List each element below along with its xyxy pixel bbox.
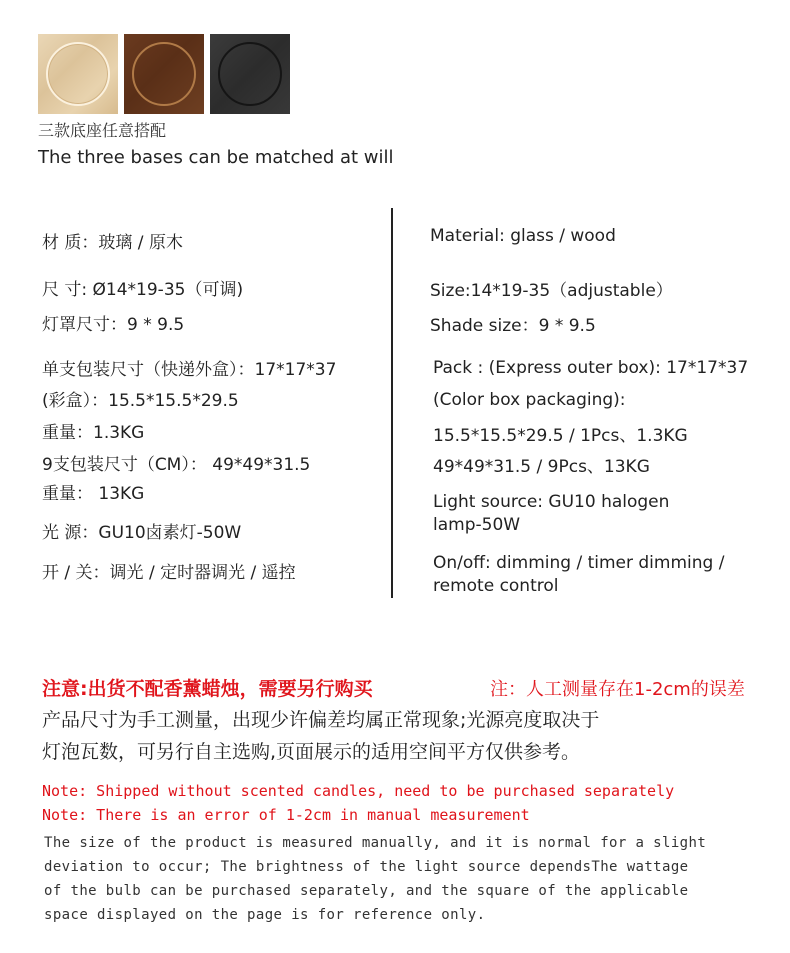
base-swatch-light-wood [38,34,118,114]
note-en-measure-error: Note: There is an error of 1-2cm in manual measurement [42,806,530,824]
note-cn-line1: 产品尺寸为手工测量，出现少许偏差均属正常现象;光源亮度取决于 [42,709,600,731]
spec-cn-pack-nine: 9支包装尺寸（CM）： 49*49*31.5 [42,455,311,475]
spec-en-size: Size:14*19-35（adjustable） [430,281,673,301]
base-swatch-black-wood [210,34,290,114]
note-en-line4: space displayed on the page is for reference only. [44,907,486,923]
spec-en-shade: Shade size：9 * 9.5 [430,316,596,336]
bases-caption-en: The three bases can be matched at will [38,147,394,168]
spec-cn-color-box: (彩盒）：15.5*15.5*29.5 [42,391,239,411]
spec-cn-weight-single: 重量：1.3KG [42,423,145,443]
spec-en-color-box: (Color box packaging): [433,390,626,410]
note-en-line3: of the bulb can be purchased separately, and the square of the applicable [44,883,689,899]
note-en-line1: The size of the product is measured manually, and it is normal for a slight [44,835,707,851]
spec-en-switch-line2: remote control [433,576,559,596]
column-divider [391,208,393,598]
spec-cn-switch: 开 / 关：调光 / 定时器调光 / 遥控 [42,563,296,583]
spec-en-pack: Pack : (Express outer box): 17*17*37 [433,358,749,378]
spec-cn-weight-nine: 重量： 13KG [42,484,145,504]
note-cn-no-candle: 注意:出货不配香薰蜡烛，需要另行购买 [42,678,373,700]
base-ring [132,42,196,106]
spec-cn-shade: 灯罩尺寸：9 * 9.5 [42,315,185,335]
spec-cn-material: 材 质：玻璃 / 原木 [42,233,183,253]
spec-en-nine-pcs: 49*49*31.5 / 9Pcs、13KG [433,457,650,477]
base-swatch-walnut-wood [124,34,204,114]
note-cn-line2: 灯泡瓦数，可另行自主选购,页面展示的适用空间平方仅供参考。 [42,741,581,763]
spec-cn-pack-single: 单支包装尺寸（快递外盒）：17*17*37 [42,360,337,380]
spec-en-material: Material: glass / wood [430,226,616,246]
note-en-line2: deviation to occur; The brightness of the light source dependsThe wattage [44,859,689,875]
spec-cn-light-source: 光 源：GU10卤素灯-50W [42,523,242,543]
bases-caption-cn: 三款底座任意搭配 [38,121,167,140]
note-en-no-candle: Note: Shipped without scented candles, need to be purchased separately [42,782,675,800]
note-cn-measure-error: 注：人工测量存在1-2cm的误差 [490,679,745,700]
base-ring [46,42,110,106]
spec-en-light-line1: Light source: GU10 halogen [433,492,670,512]
spec-en-color-box-dims: 15.5*15.5*29.5 / 1Pcs、1.3KG [433,426,688,446]
base-ring [218,42,282,106]
spec-cn-size: 尺 寸: Ø14*19-35（可调) [42,280,244,300]
spec-en-switch-line1: On/off: dimming / timer dimming / [433,553,725,573]
spec-en-light-line2: lamp-50W [433,515,521,535]
